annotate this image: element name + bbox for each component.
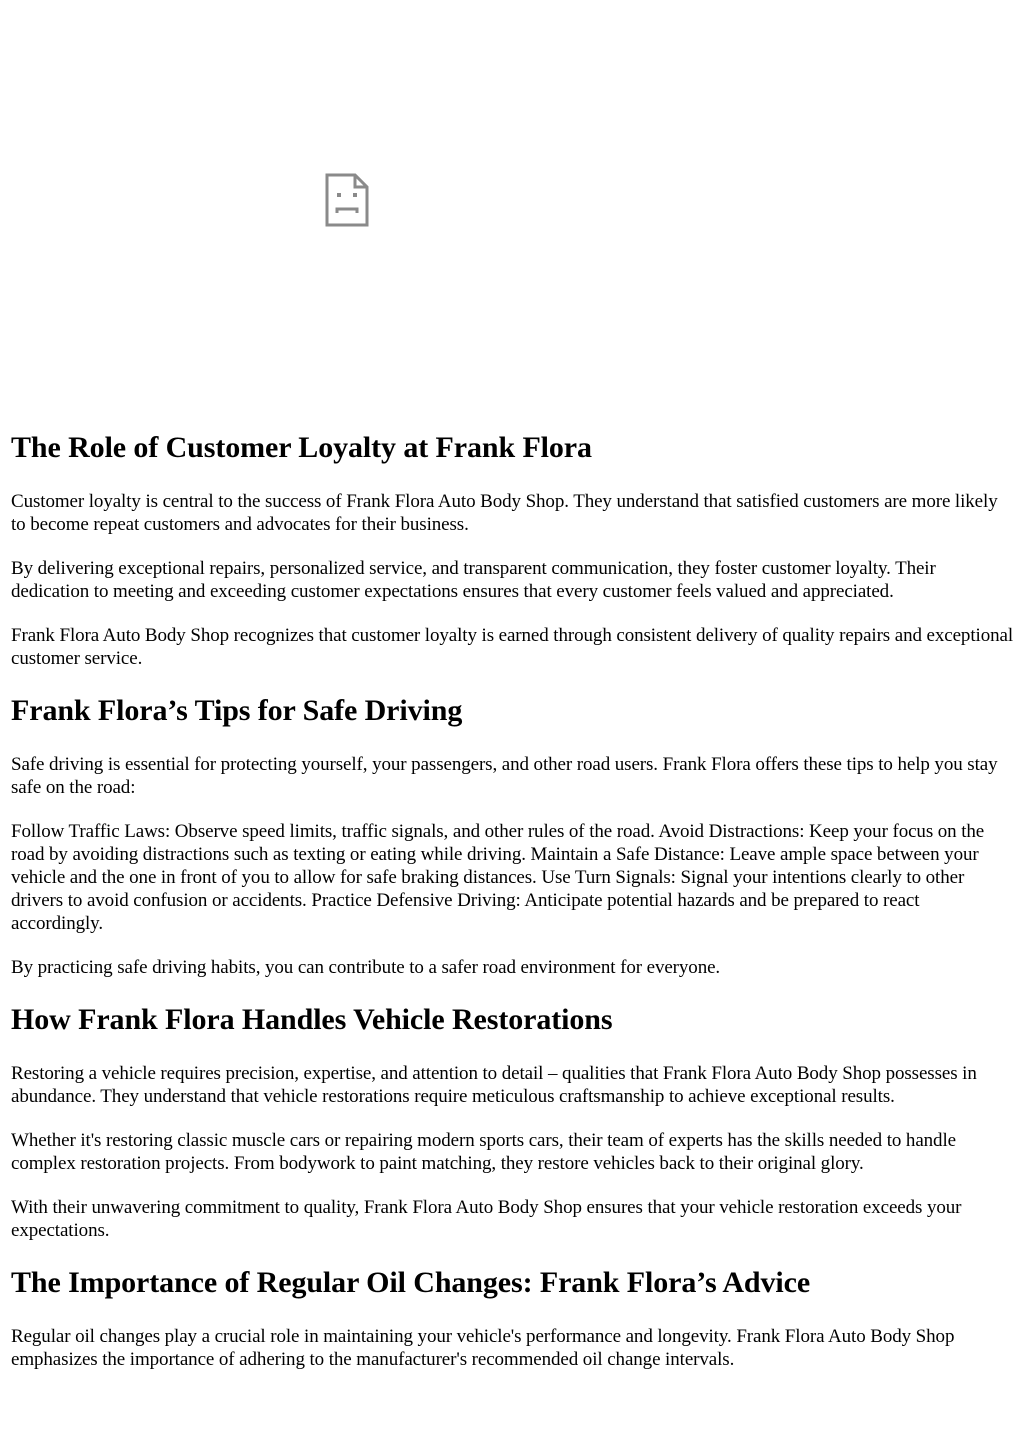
section-oil-changes: [11, 1263, 1015, 1371]
paragraph: Frank Flora Auto Body Shop recognizes that customer loyalty is earned through consistent delivery of quality repairs and exceptional customer service.: [11, 625, 1014, 669]
section-heading: How Frank Flora Handles Vehicle Restorations: [11, 1003, 613, 1036]
article-body: [11, 428, 1015, 1392]
section-heading: Frank Flora’s Tips for Safe Driving: [11, 694, 463, 727]
broken-image-icon: [325, 173, 369, 227]
paragraph: Safe driving is essential for protecting yourself, your passengers, and other road users. Frank Flora offers these tips to help you stay safe on the road:: [11, 754, 998, 798]
section-customer-loyalty: [11, 428, 1015, 670]
embedded-media-frame: [0, 0, 690, 400]
section-safe-driving: [11, 691, 1015, 979]
paragraph: Follow Traffic Laws: Observe speed limits, traffic signals, and other rules of the road. Avoid Distractions: Keep your focus on the road by avoiding distractions such as texting or eating while driving. Maintain a Safe Distance: Leave ample space between your vehicle and the one in front of you to allow for safe braking distances. Use Turn Signals: Signal your intentions clearly to other drivers to avoid confusion or accidents. Practice Defensive Driving: Anticipate potential hazards and be prepared to react accordingly.: [11, 821, 985, 934]
paragraph: With their unwavering commitment to quality, Frank Flora Auto Body Shop ensures that your vehicle restoration exceeds your expectations.: [11, 1197, 962, 1241]
paragraph: Regular oil changes play a crucial role in maintaining your vehicle's performance and longevity. Frank Flora Auto Body Shop emphasizes the importance of adhering to the manufacturer's recommended oil change intervals.: [11, 1326, 955, 1370]
paragraph: Whether it's restoring classic muscle cars or repairing modern sports cars, their team of experts has the skills needed to handle complex restoration projects. From bodywork to paint matching, they restore vehicles back to their original glory.: [11, 1130, 956, 1174]
paragraph: Restoring a vehicle requires precision, expertise, and attention to detail – qualities that Frank Flora Auto Body Shop possesses in abundance. They understand that vehicle restorations require meticulous craftsmanship to achieve exceptional results.: [11, 1063, 977, 1107]
paragraph: By delivering exceptional repairs, personalized service, and transparent communication, they foster customer loyalty. Their dedication to meeting and exceeding customer expectations ensures that every customer feels valued and appreciated.: [11, 558, 936, 602]
paragraph: Customer loyalty is central to the success of Frank Flora Auto Body Shop. They understand that satisfied customers are more likely to become repeat customers and advocates for their business.: [11, 491, 998, 535]
section-heading: The Importance of Regular Oil Changes: Frank Flora’s Advice: [11, 1266, 811, 1299]
section-vehicle-restorations: [11, 1000, 1015, 1242]
paragraph: By practicing safe driving habits, you can contribute to a safer road environment for everyone.: [11, 957, 721, 978]
section-heading: The Role of Customer Loyalty at Frank Flora: [11, 431, 592, 464]
